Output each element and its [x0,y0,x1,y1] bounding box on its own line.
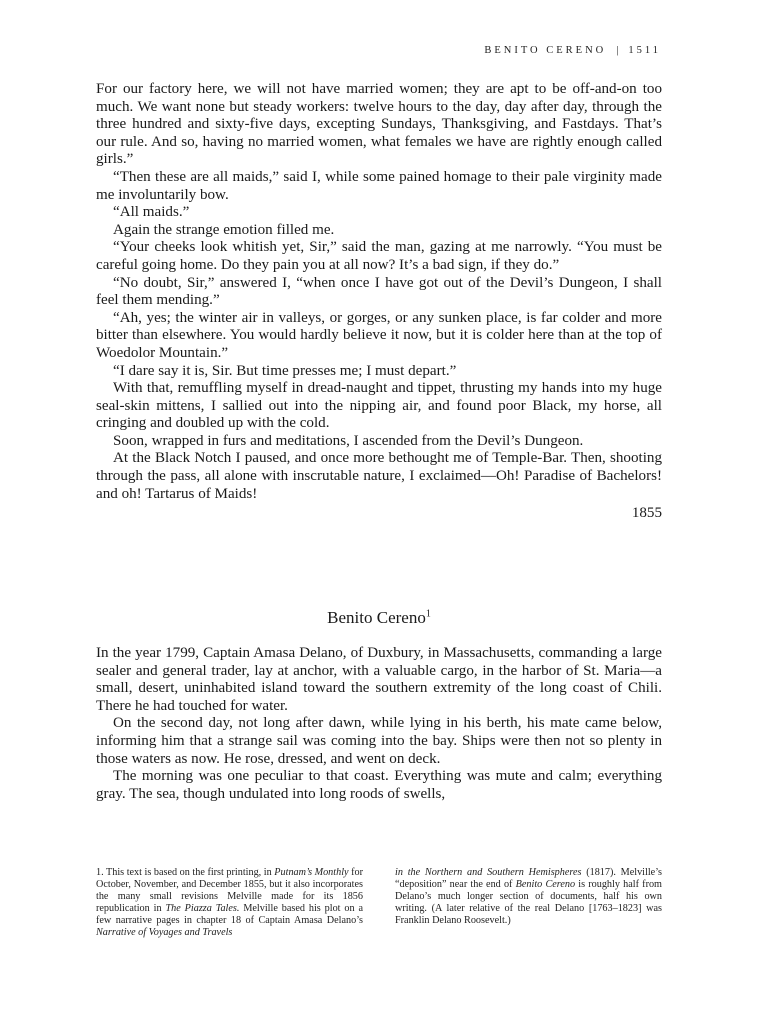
footnote-text: Melville based his plot on a few narrative pages in chapter 18 of Captain Amasa Delano’s [96,902,363,926]
paragraph: At the Black Notch I paused, and once more bethought me of Temple-Bar. Then, shooting through the pass, all alone with inscrutable nature, I exclaimed—Oh! Paradise of Bachelors! and oh! Tartarus of Maids! [96,450,662,502]
paragraph: Soon, wrapped in furs and meditations, I ascended from the Devil’s Dungeon. [113,432,584,449]
footnotes [96,867,662,938]
paragraph: The morning was one peculiar to that coast. Everything was mute and calm; everything gray. The sea, though undulated into long roods of swells, [96,768,662,802]
story-title [96,608,662,628]
paragraph: On the second day, not long after dawn, while lying in his berth, his mate came below, informing him that a strange sail was coming into the bay. Ships were then not so plenty in those waters as now. He rose, dressed, and went on deck. [96,715,662,767]
story-title-text: Benito Cereno [327,608,426,627]
footnote-column-1 [96,867,363,938]
paragraph: In the year 1799, Captain Amasa Delano, of Duxbury, in Massachusetts, commanding a large sealer and general trader, lay at anchor, with a valuable cargo, in the harbor of St. Maria—a small, desert, uninhabited island toward the southern extremity of the long coast of Chili. There he had touched for water. [96,645,662,714]
story-opening [96,645,662,803]
running-head-title: BENITO CERENO [484,45,607,56]
paragraph: “Ah, yes; the winter air in valleys, or gorges, or any sunken place, is far colder and more bitter than elsewhere. You would hardly believe it now, but it is colder here than at the top of Woedolor Mountain.” [96,309,662,361]
footnote-italic-text: Putnam’s Monthly [274,867,349,878]
running-head [484,45,661,56]
footnote-italic-text: The Piazza Tales. [165,902,240,914]
previous-story-ending [96,81,662,523]
running-head-separator: | [616,45,619,56]
footnote-italic-text: Narrative of Voyages and Travels [96,926,233,938]
footnote-text: (1817). Melville’s “deposition” near the end of [395,867,662,890]
footnote-text: 1. This text is based on the first printing, in [96,867,275,878]
footnote-marker[interactable]: 1 [425,608,431,620]
page-number: 1511 [628,45,661,56]
footnote-italic-text: Benito Cereno [515,878,576,890]
story-date: 1855 [631,505,662,522]
paragraph: “All maids.” [113,204,190,221]
paragraph: “I dare say it is, Sir. But time presses me; I must depart.” [113,362,457,379]
paragraph: With that, remuffling myself in dread-naught and tippet, thrusting my hands into my huge seal-skin mittens, I sallied out into the nipping air, and found poor Black, my horse, all cringing and doubled up with the cold. [96,380,662,432]
paragraph: “No doubt, Sir,” answered I, “when once I have got out of the Devil’s Dungeon, I shall feel them mending.” [96,274,662,309]
footnote-text: for October, November, and December 1855, but it also incorporates the many small revisions Melville made for its 1856 republication in [96,867,364,914]
paragraph: “Then these are all maids,” said I, while some pained homage to their pale virginity made me involuntarily bow. [96,168,662,203]
footnote-text: is roughly half from Delano’s much longer section of documents, half his own writing. (A later relative of the real Delano [1763–1823] was Franklin Delano Roosevelt.) [395,878,662,926]
footnote-column-2 [395,867,662,938]
footnote-italic-text: in the Northern and Southern Hemispheres [395,867,582,878]
paragraph: For our factory here, we will not have married women; they are apt to be off-and-on too much. We want none but steady workers: twelve hours to the day, day after day, through the three hundred and sixty-five days, excepting Sundays, Thanksgiving, and Fastdays. That’s our rule. And so, having no married women, what females we have are rightly enough called girls.” [96,81,662,168]
paragraph: “Your cheeks look whitish yet, Sir,” said the man, gazing at me narrowly. “You must be careful going home. Do they pain you at all now? It’s a bad sign, if they do.” [96,239,662,273]
paragraph: Again the strange emotion filled me. [113,221,335,238]
